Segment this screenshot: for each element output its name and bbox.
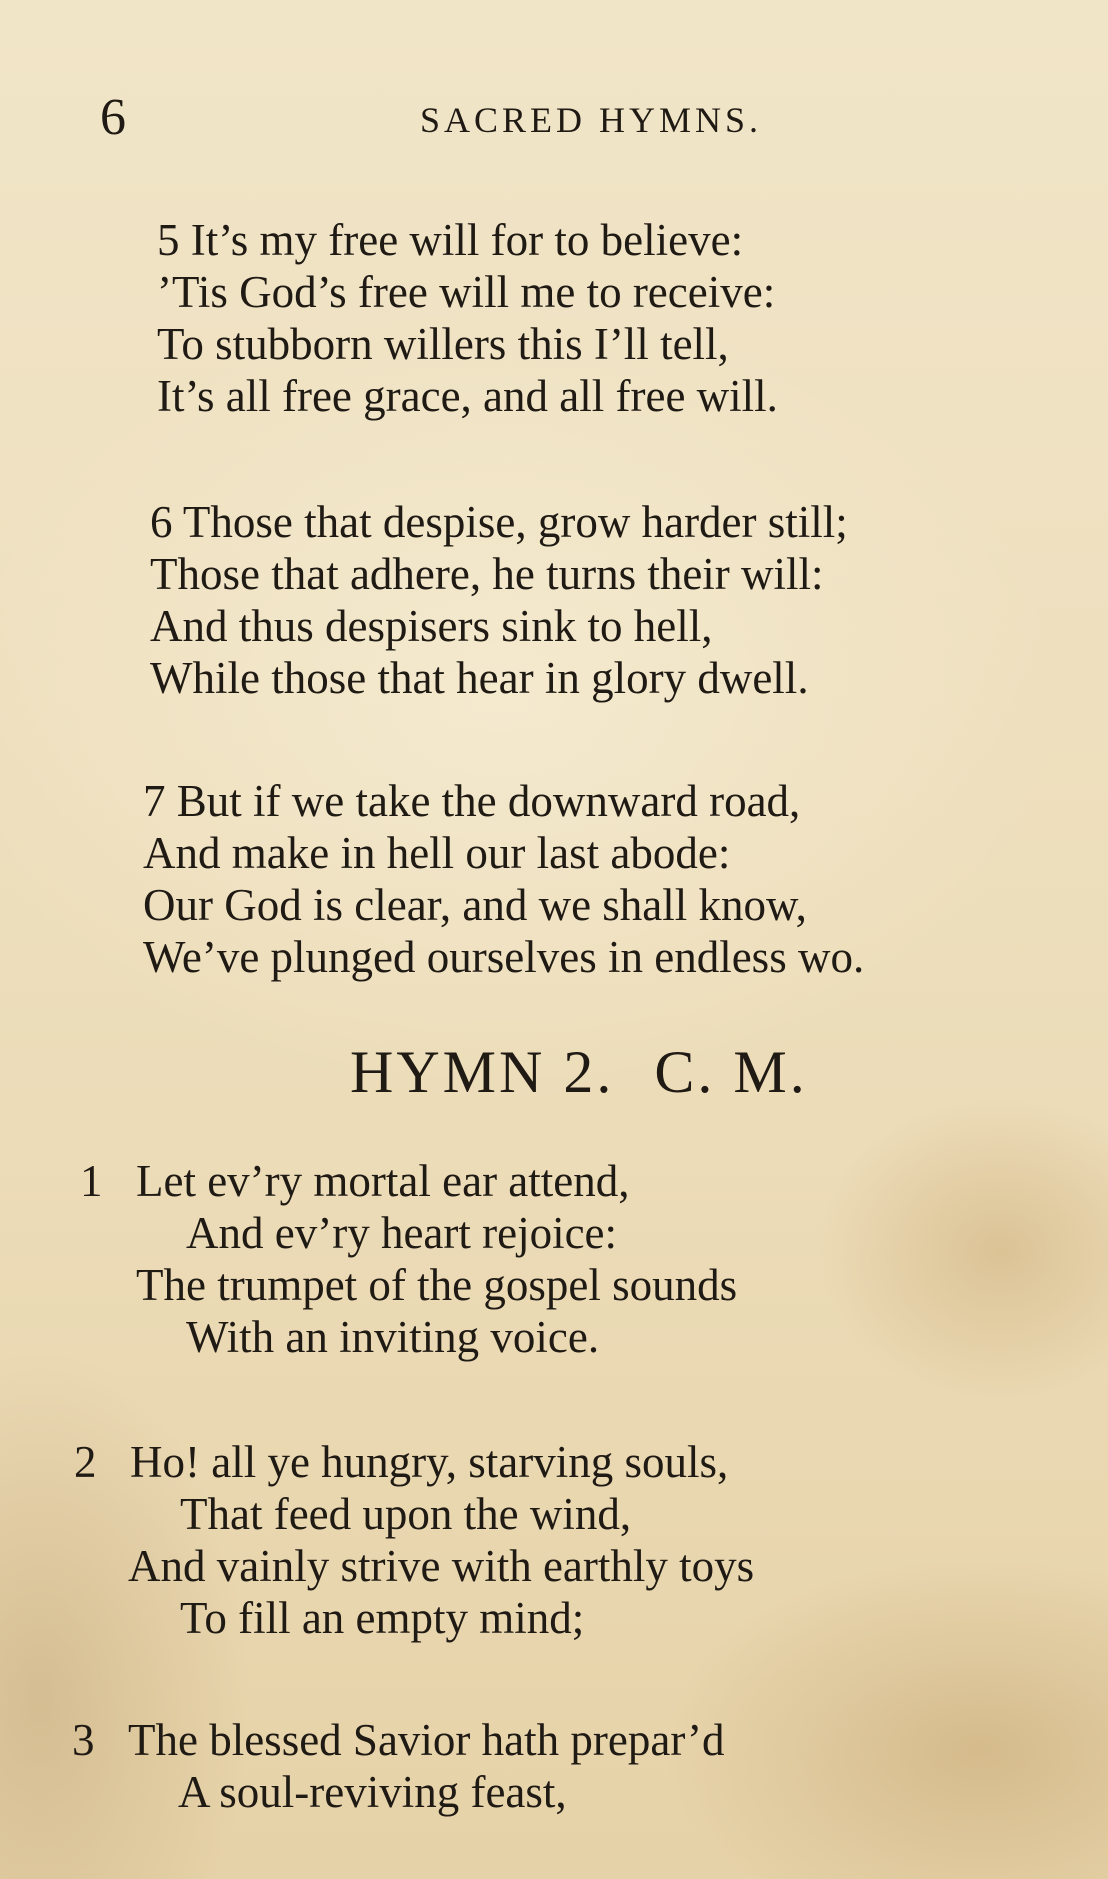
stanza-number: 3 bbox=[72, 1715, 95, 1765]
running-title: SACRED HYMNS. bbox=[420, 100, 763, 140]
verse-line: Ho! all ye hungry, starving souls, bbox=[130, 1437, 729, 1487]
stanza-number: 1 bbox=[80, 1156, 103, 1206]
hymn-title bbox=[350, 1040, 848, 1104]
verse-line: It’s all free grace, and all free will. bbox=[157, 371, 778, 421]
verse-line: To stubborn willers this I’ll tell, bbox=[157, 319, 729, 369]
verse-line: And ev’ry heart rejoice: bbox=[186, 1208, 618, 1258]
verse-line: 7 But if we take the downward road, bbox=[143, 776, 801, 826]
verse-line: Let ev’ry mortal ear attend, bbox=[136, 1156, 630, 1206]
verse-line: A soul-reviving feast, bbox=[178, 1767, 567, 1817]
verse-line: The blessed Savior hath prepar’d bbox=[128, 1715, 725, 1765]
verse-line: Our God is clear, and we shall know, bbox=[143, 880, 807, 930]
verse-line: That feed upon the wind, bbox=[180, 1489, 632, 1539]
verse-line: 5 It’s my free will for to believe: bbox=[157, 215, 744, 265]
verse-line: With an inviting voice. bbox=[186, 1312, 600, 1362]
verse-line: We’ve plunged ourselves in endless wo. bbox=[143, 932, 865, 982]
verse-line: While those that hear in glory dwell. bbox=[150, 653, 809, 703]
hymn-meter: C. M. bbox=[654, 1039, 808, 1105]
verse-line: ’Tis God’s free will me to receive: bbox=[157, 267, 776, 317]
verse-line: 6 Those that despise, grow harder still; bbox=[150, 497, 848, 547]
verse-line: The trumpet of the gospel sounds bbox=[136, 1260, 738, 1310]
verse-line: To fill an empty mind; bbox=[180, 1593, 585, 1643]
verse-line: And thus despisers sink to hell, bbox=[150, 601, 713, 651]
page-header bbox=[100, 88, 1008, 148]
verse-line: And vainly strive with earthly toys bbox=[128, 1541, 755, 1591]
verse-line: Those that adhere, he turns their will: bbox=[150, 549, 824, 599]
hymn-number: HYMN 2. bbox=[350, 1039, 615, 1105]
page-number: 6 bbox=[100, 89, 126, 146]
verse-line: And make in hell our last abode: bbox=[143, 828, 731, 878]
stanza-number: 2 bbox=[74, 1437, 97, 1487]
